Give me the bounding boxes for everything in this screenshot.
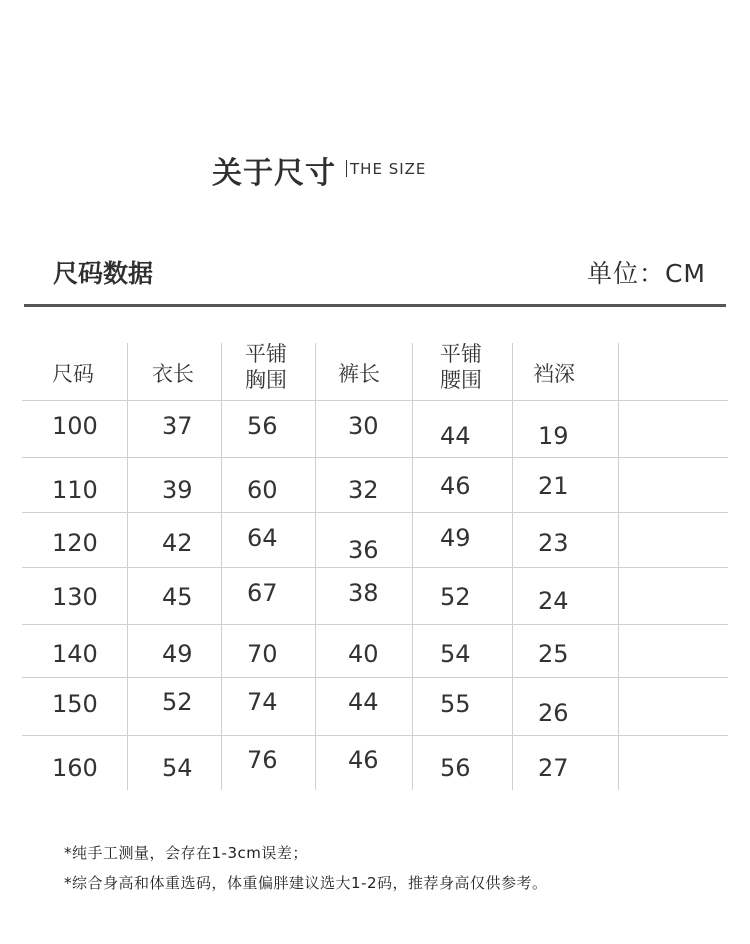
size-cell: 140 (52, 640, 98, 668)
page-title: 关于尺寸 (212, 156, 336, 191)
measurement-cell: 67 (247, 579, 278, 607)
size-cell: 160 (52, 754, 98, 782)
row-divider (22, 677, 728, 678)
measurement-cell: 52 (162, 688, 193, 716)
measurement-cell: 38 (348, 579, 379, 607)
measurement-cell: 24 (538, 587, 569, 615)
measurement-cell: 56 (440, 754, 471, 782)
measurement-cell: 52 (440, 583, 471, 611)
measurement-cell: 55 (440, 690, 471, 718)
column-header: 尺码 (52, 362, 94, 386)
measurement-cell: 44 (440, 422, 471, 450)
row-divider (22, 735, 728, 736)
measurement-cell: 44 (348, 688, 379, 716)
measurement-cell: 46 (440, 472, 471, 500)
row-divider (22, 512, 728, 513)
measurement-cell: 42 (162, 529, 193, 557)
measurement-cell: 45 (162, 583, 193, 611)
column-header: 平铺 胸围 (245, 342, 287, 392)
size-cell: 150 (52, 690, 98, 718)
column-header: 裤长 (338, 362, 380, 386)
size-cell: 120 (52, 529, 98, 557)
measurement-cell: 54 (162, 754, 193, 782)
row-divider (22, 457, 728, 458)
measurement-cell: 39 (162, 476, 193, 504)
size-cell: 110 (52, 476, 98, 504)
measurement-cell: 70 (247, 640, 278, 668)
column-header: 裆深 (533, 362, 575, 386)
measurement-cell: 76 (247, 746, 278, 774)
measurement-cell: 21 (538, 472, 569, 500)
measurement-cell: 27 (538, 754, 569, 782)
row-divider (22, 400, 728, 401)
measurement-cell: 32 (348, 476, 379, 504)
measurement-cell: 19 (538, 422, 569, 450)
measurement-cell: 64 (247, 524, 278, 552)
note-1: *纯手工测量，会存在1-3cm误差； (64, 844, 308, 862)
subtitle-text: THE SIZE (350, 160, 427, 178)
measurement-cell: 49 (440, 524, 471, 552)
measurement-cell: 46 (348, 746, 379, 774)
measurement-cell: 23 (538, 529, 569, 557)
unit-label: 单位：CM (586, 259, 706, 288)
measurement-cell: 56 (247, 412, 278, 440)
size-cell: 100 (52, 412, 98, 440)
measurement-cell: 37 (162, 412, 193, 440)
section-title: 尺码数据 (53, 259, 154, 288)
measurement-cell: 30 (348, 412, 379, 440)
measurement-cell: 60 (247, 476, 278, 504)
column-header: 平铺 腰围 (440, 342, 482, 392)
measurement-cell: 49 (162, 640, 193, 668)
measurement-cell: 74 (247, 688, 278, 716)
measurement-cell: 54 (440, 640, 471, 668)
row-divider (22, 567, 728, 568)
measurement-cell: 25 (538, 640, 569, 668)
note-2: *综合身高和体重选码，体重偏胖建议选大1-2码，推荐身高仅供参考。 (64, 874, 548, 892)
measurement-cell: 26 (538, 699, 569, 727)
row-divider (22, 624, 728, 625)
measurement-cell: 36 (348, 536, 379, 564)
size-cell: 130 (52, 583, 98, 611)
measurement-cell: 40 (348, 640, 379, 668)
column-header: 衣长 (152, 362, 194, 386)
